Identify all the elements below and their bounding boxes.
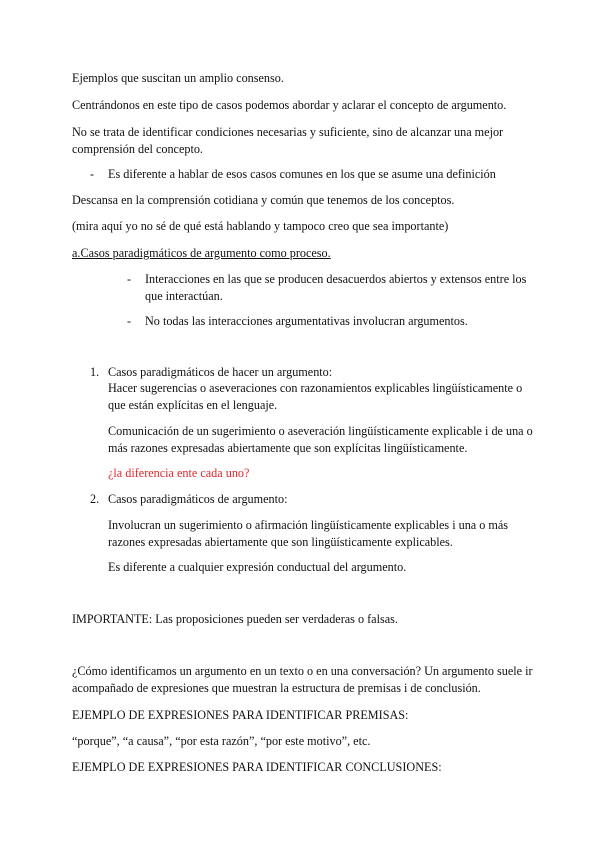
paragraph-descansa: Descansa en la comprensión cotidiana y común que tenemos de los conceptos. (72, 193, 455, 207)
paragraph-centrandonos: Centrándonos en este tipo de casos podemos abordar y aclarar el concepto de argumento. (72, 98, 507, 112)
heading-premisas: EJEMPLO DE EXPRESIONES PARA IDENTIFICAR PREMISAS: (72, 708, 409, 722)
list-number-2: 2. (90, 492, 100, 506)
paragraph-no-se-trata: No se trata de identificar condiciones necesarias y suficiente, sino de alcanzar una mejor comprensión del concepto. (72, 125, 504, 156)
dash-bullet-marker: - (127, 272, 132, 286)
heading-casos-proceso: a.Casos paradigmáticos de argumento como proceso. (72, 246, 331, 260)
bullet-diferente: Es diferente a hablar de esos casos comunes en los que se asume una definición (108, 167, 496, 181)
item1-question-red: ¿la diferencia ente cada uno? (108, 466, 250, 480)
paragraph-consenso: Ejemplos que suscitan un amplio consenso. (72, 71, 284, 85)
item1-comunicacion: Comunicación de un sugerimiento o aseveración lingüísticamente explicable i de una o más razones expresadas abiertamente que son explícitas lingüísticamente. (108, 424, 533, 455)
dash-bullet-marker: - (90, 167, 95, 181)
paragraph-como-identificamos: ¿Cómo identificamos un argumento en un texto o en una conversación? Un argumento suele ir acompañado de expresiones que muestran la estructura de premisas i de conclusión. (72, 664, 533, 695)
list-number-1: 1. (90, 365, 100, 379)
dash-bullet-marker: - (127, 314, 132, 328)
bullet-interacciones: Interacciones en las que se producen desacuerdos abiertos y extensos entre los que interactúan. (145, 272, 527, 303)
item1-hacer-sugerencias: Hacer sugerencias o aseveraciones con razonamientos explicables lingüísticamente o que están explícitas en el lenguaje. (108, 381, 523, 412)
item2-title: Casos paradigmáticos de argumento: (108, 492, 288, 506)
item1-title: Casos paradigmáticos de hacer un argumento: (108, 365, 333, 379)
heading-conclusiones: EJEMPLO DE EXPRESIONES PARA IDENTIFICAR CONCLUSIONES: (72, 760, 442, 774)
paragraph-premisas-examples: “porque”, “a causa”, “por esta razón”, “por este motivo”, etc. (72, 734, 371, 748)
bullet-no-todas: No todas las interacciones argumentativas involucran argumentos. (145, 314, 468, 328)
paragraph-mira-aqui: (mira aquí yo no sé de qué está hablando y tampoco creo que sea importante) (72, 219, 449, 233)
item2-involucran: Involucran un sugerimiento o afirmación lingüísticamente explicables i una o más razones expresadas abiertamente que son lingüísticamente explicables. (108, 518, 509, 549)
item2-es-diferente: Es diferente a cualquier expresión conductual del argumento. (108, 560, 407, 574)
paragraph-importante: IMPORTANTE: Las proposiciones pueden ser verdaderas o falsas. (72, 612, 398, 626)
